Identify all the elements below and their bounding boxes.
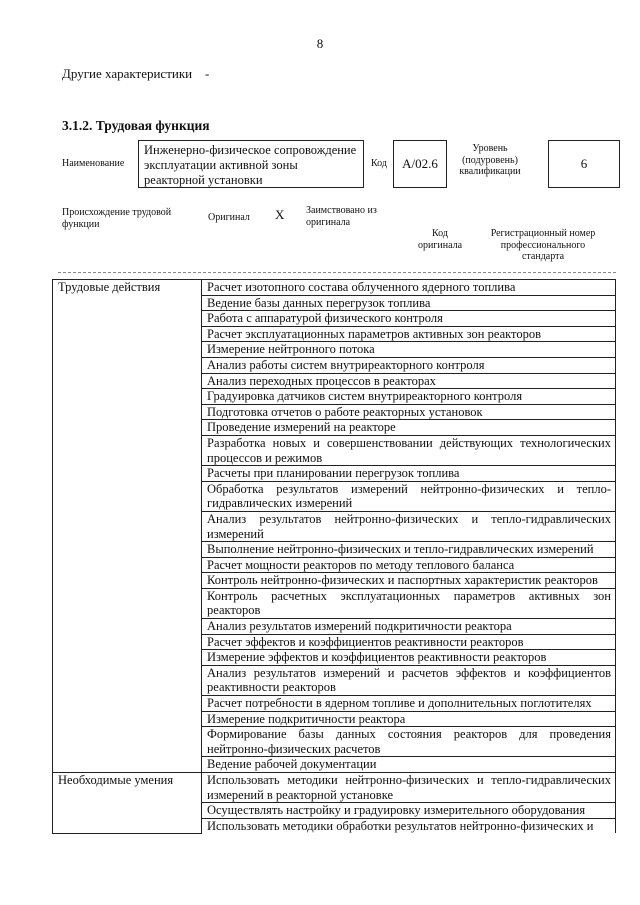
code-label: Код	[371, 158, 387, 169]
labor-action-item: Расчет мощности реакторов по методу теплового баланса	[202, 557, 616, 573]
labor-action-item: Анализ результатов нейтронно-физических и тепло-гидравлических измерений	[202, 511, 616, 541]
divider	[58, 272, 616, 273]
skill-item: Использовать методики нейтронно-физических и тепло-гидравлических измерений в реакторной установке	[202, 773, 616, 803]
skill-item: Использовать методики обработки результатов нейтронно-физических и	[202, 818, 616, 833]
labor-action-item: Ведение базы данных перегрузок топлива	[202, 295, 616, 311]
skill-category-label: Необходимые умения	[53, 773, 202, 834]
registration-number-label: Регистрационный номер профессионального стандарта	[490, 228, 596, 262]
labor-action-item: Градуировка датчиков систем внутриреакторного контроля	[202, 389, 616, 405]
labor-action-category-label: Трудовые действия	[53, 280, 202, 773]
function-name-box: Инженерно-физическое сопровождение эксплуатации активной зоны реакторной установки	[138, 140, 364, 188]
labor-action-item: Расчет изотопного состава облученного ядерного топлива	[202, 280, 616, 296]
section-title: 3.1.2. Трудовая функция	[62, 118, 210, 133]
labor-action-item: Формирование базы данных состояния реакторов для проведения нейтронно-физических расчетов	[202, 727, 616, 757]
labor-action-item: Расчет эффектов и коэффициентов реактивности реакторов	[202, 634, 616, 650]
labor-action-item: Выполнение нейтронно-физических и тепло-гидравлических измерений	[202, 542, 616, 558]
labor-action-item: Разработка новых и совершенствовании действующих технологических процессов и режимов	[202, 435, 616, 465]
labor-action-item: Контроль нейтронно-физических и паспортных характеристик реакторов	[202, 573, 616, 589]
labor-action-item: Работа с аппаратурой физического контроля	[202, 311, 616, 327]
function-table	[52, 279, 616, 834]
labor-action-item: Контроль расчетных эксплуатационных параметров активных зон реакторов	[202, 588, 616, 618]
labor-action-item: Анализ результатов измерений подкритичности реактора	[202, 619, 616, 635]
qualification-level-value: 6	[548, 140, 620, 188]
labor-action-item: Измерение эффектов и коэффициентов реактивности реакторов	[202, 650, 616, 666]
labor-action-item: Анализ результатов измерений и расчетов эффектов и коэффициентов реактивности реакторов	[202, 665, 616, 695]
table-row	[53, 280, 616, 296]
labor-action-item: Проведение измерений на реакторе	[202, 420, 616, 436]
skill-item: Осуществлять настройку и градуировку измерительного оборудования	[202, 803, 616, 819]
labor-action-item: Анализ переходных процессов в реакторах	[202, 373, 616, 389]
original-label: Оригинал	[208, 212, 250, 223]
labor-action-item: Анализ работы систем внутриреакторного контроля	[202, 357, 616, 373]
labor-action-item: Измерение подкритичности реактора	[202, 711, 616, 727]
original-code-label: Код оригинала	[417, 228, 463, 251]
labor-action-item: Подготовка отчетов о работе реакторных установок	[202, 404, 616, 420]
labor-action-item: Обработка результатов измерений нейтронно-физических и тепло-гидравлических измерений	[202, 481, 616, 511]
page-number: 8	[316, 36, 324, 51]
labor-action-item: Расчет эксплуатационных параметров активных зон реакторов	[202, 326, 616, 342]
other-characteristics-label: Другие характеристики	[62, 66, 193, 81]
labor-action-item: Расчет потребности в ядерном топливе и дополнительных поглотителях	[202, 696, 616, 712]
qualification-level-label: Уровень (подуровень) квалификации	[459, 143, 521, 177]
labor-action-item: Расчеты при планировании перегрузок топлива	[202, 466, 616, 482]
table-row	[53, 773, 616, 803]
origin-label: Происхождение трудовой функции	[62, 207, 172, 230]
original-check-mark: X	[275, 207, 285, 222]
other-characteristics-value: -	[205, 66, 210, 81]
code-value: A/02.6	[393, 140, 447, 188]
labor-action-item: Ведение рабочей документации	[202, 757, 616, 773]
borrowed-label: Заимствовано из оригинала	[306, 205, 377, 228]
labor-action-item: Измерение нейтронного потока	[202, 342, 616, 358]
name-label: Наименование	[62, 158, 125, 169]
